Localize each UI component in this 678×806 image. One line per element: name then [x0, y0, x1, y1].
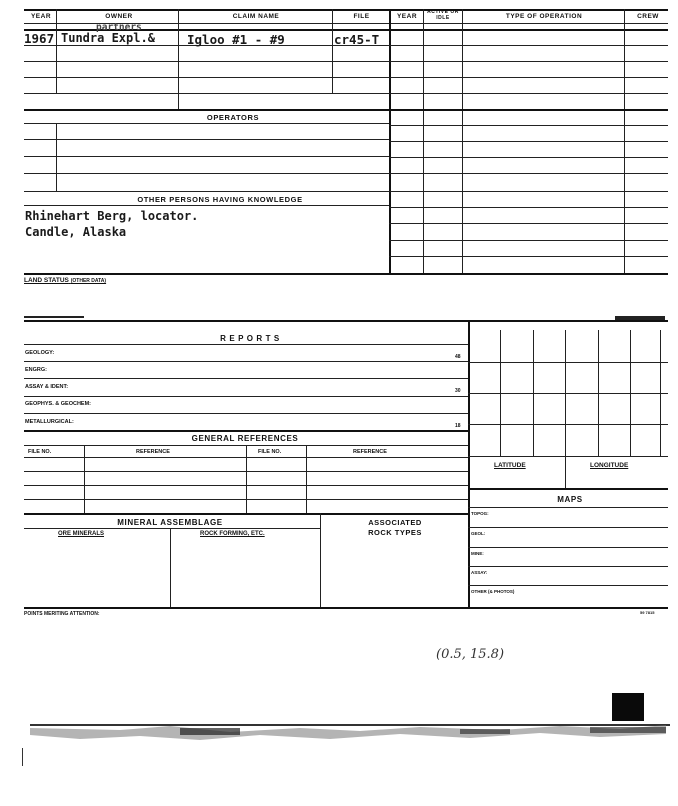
form-number: 59 7815: [640, 610, 655, 615]
report-geology-label: GEOLOGY:: [25, 350, 55, 356]
report-metallurgical-label: METALLURGICAL:: [25, 419, 74, 425]
points-meriting-attention-label: POINTS MERITING ATTENTION:: [24, 611, 100, 617]
col-active-idle-header: ACTIVE OR IDLE: [427, 9, 459, 21]
ore-minerals-header: ORE MINERALS: [58, 531, 105, 537]
report-geophys-label: GEOPHYS. & GEOCHEM:: [25, 401, 92, 407]
col-year-header: YEAR: [30, 13, 52, 20]
report-assay-num: 30: [455, 388, 461, 394]
longitude-label: LONGITUDE: [590, 462, 629, 469]
entry-file: cr45-T: [334, 32, 380, 47]
mineral-assemblage-heading: MINERAL ASSEMBLAGE: [117, 518, 223, 527]
maps-assay-label: ASSAY:: [471, 570, 488, 575]
report-geology-num: 48: [455, 354, 461, 360]
col-year2-header: YEAR: [396, 13, 418, 20]
col-owner-header: OWNER: [105, 13, 133, 20]
ref-reference2-header: REFERENCE: [353, 449, 387, 455]
knowledge-line-2: Candle, Alaska: [25, 225, 127, 239]
general-references-heading: GENERAL REFERENCES: [191, 434, 299, 443]
latitude-label: LATITUDE: [494, 462, 526, 469]
maps-mine-label: MINE:: [471, 551, 484, 556]
reports-heading: R E P O R T S: [220, 334, 280, 343]
handwritten-coordinates: (0.5, 15.8): [436, 647, 505, 662]
report-metallurgical-num: 18: [455, 423, 461, 429]
report-engrg-label: ENGRG:: [25, 367, 47, 373]
scan-noise: [0, 690, 678, 806]
rock-forming-header: ROCK FORMING, ETC.: [200, 531, 265, 537]
maps-other-label: OTHER (& PHOTOS): [471, 589, 515, 594]
col-file-header: FILE: [353, 13, 370, 20]
knowledge-line-1: Rhinehart Berg, locator.: [25, 209, 199, 223]
col-claim-name-header: CLAIM NAME: [232, 13, 280, 20]
operators-heading: OPERATORS: [206, 113, 260, 122]
ref-file-no-header: FILE NO.: [28, 449, 52, 455]
scan-smudge: [24, 316, 84, 318]
ref-reference-header: REFERENCE: [136, 449, 170, 455]
col-crew-header: CREW: [637, 13, 659, 20]
land-status-label: LAND STATUS (OTHER DATA): [24, 277, 107, 284]
entry-owner-overtype: partners: [96, 22, 142, 33]
entry-owner: Tundra Expl.&: [61, 31, 155, 45]
ref-file-no2-header: FILE NO.: [258, 449, 282, 455]
associated-rock-label-1: ASSOCIATED: [368, 518, 422, 527]
maps-geol-label: GEOL:: [471, 531, 486, 536]
associated-rock-label-2: ROCK TYPES: [368, 528, 422, 537]
other-persons-heading: OTHER PERSONS HAVING KNOWLEDGE: [137, 195, 303, 204]
col-type-operation-header: TYPE OF OPERATION: [505, 13, 583, 20]
entry-claim: Igloo #1 - #9: [187, 32, 285, 47]
report-assay-label: ASSAY & IDENT:: [25, 384, 69, 390]
maps-topog-label: TOPOG:: [471, 511, 489, 516]
maps-heading: MAPS: [557, 495, 583, 504]
entry-year: 1967: [24, 31, 55, 46]
